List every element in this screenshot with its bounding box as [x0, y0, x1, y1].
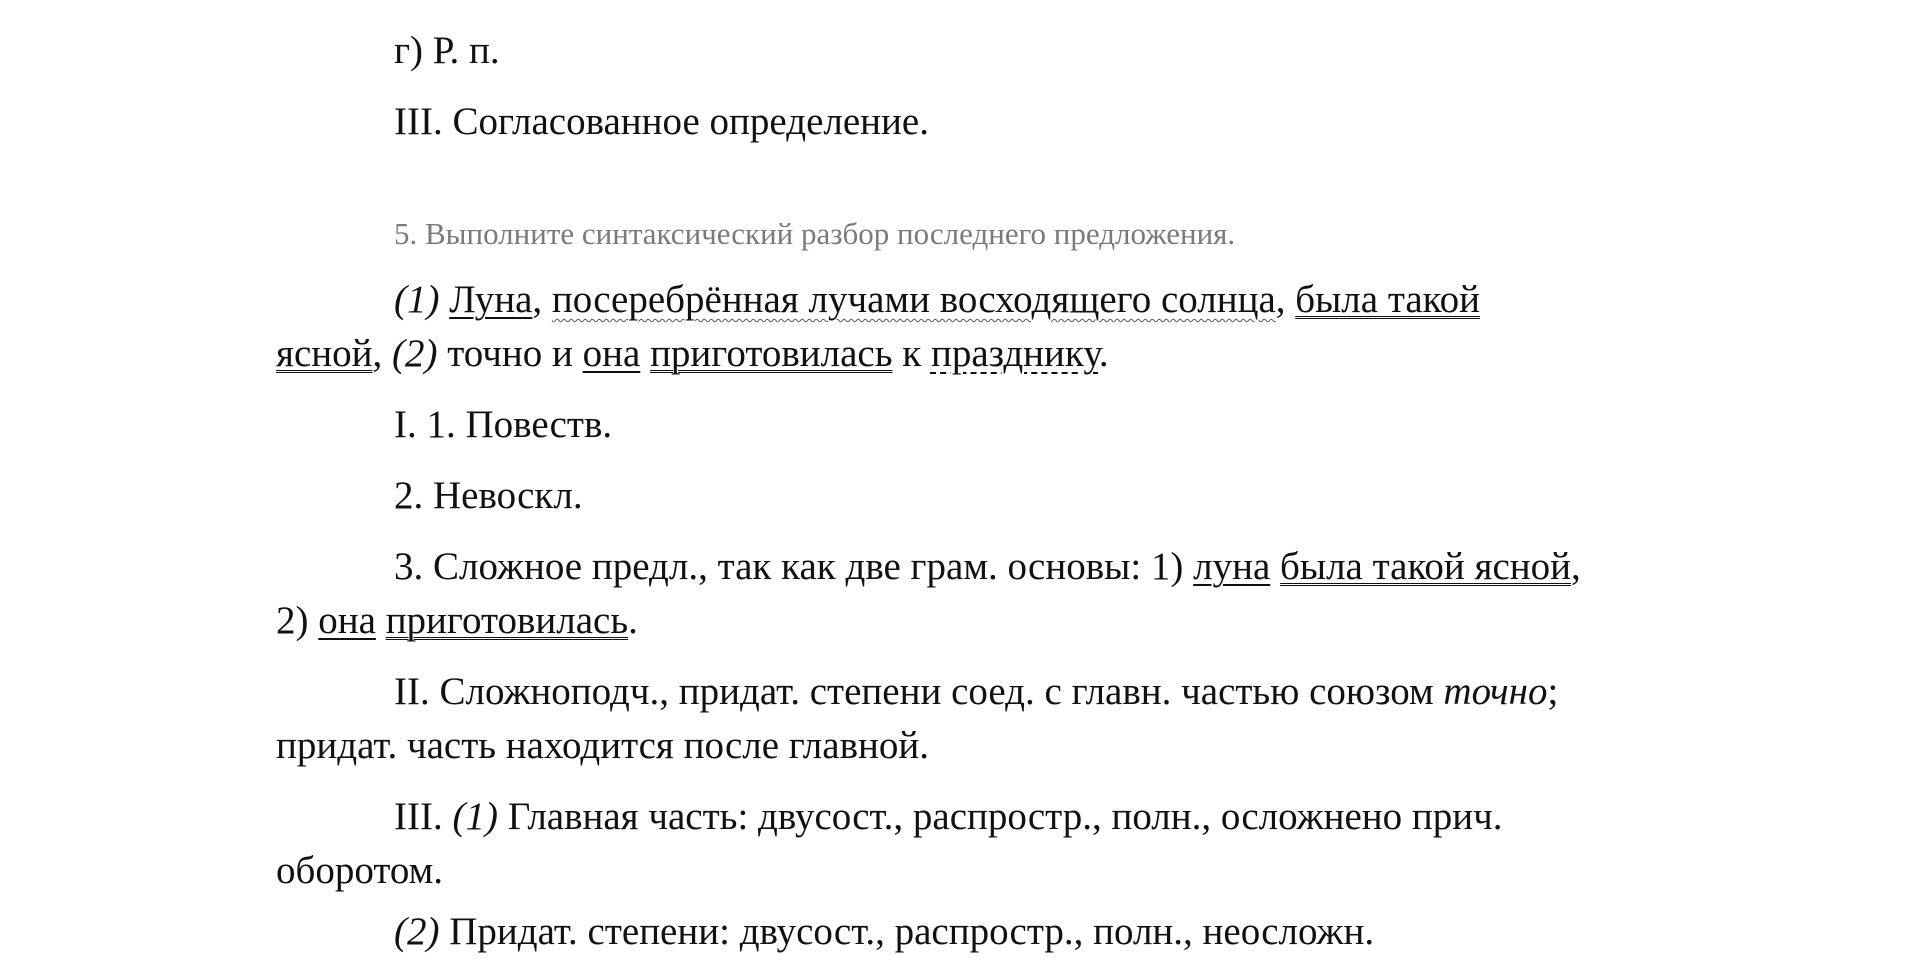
clause-marker-2: (2): [394, 910, 440, 953]
analysis-i-2: 2. Невоскл.: [394, 474, 583, 517]
participial-phrase: посеребрённая лучами восходящего солнца: [551, 278, 1276, 321]
analysis-ii-line-2: придат. часть находится после главной.: [276, 724, 929, 767]
sentence-line-1: [394, 276, 1480, 324]
comma: ,: [1571, 545, 1581, 588]
object: празднику: [930, 332, 1099, 375]
subject-2: она: [582, 332, 641, 375]
clause-marker-1: (1): [394, 278, 440, 321]
comma: ,: [532, 278, 543, 321]
analysis-i-1: I. 1. Повеств.: [394, 403, 613, 446]
predicate-1-part-a: была такой: [1295, 278, 1480, 321]
sentence-line-2: [276, 330, 1109, 378]
period: .: [628, 599, 638, 642]
section-g: г) Р. п.: [394, 29, 500, 72]
clause-marker-1: (1): [452, 795, 498, 838]
analysis-text: II. Сложноподч., придат. степени соед. с главн. частью союзом: [394, 670, 1434, 713]
analysis-text: Главная часть: двусост., распростр., полн., осложнено прич.: [507, 795, 1503, 838]
semicolon: ;: [1547, 670, 1559, 713]
subject-1: Луна: [449, 278, 533, 321]
section-iii-agreed-attribute: III. Согласованное определение.: [394, 100, 929, 143]
conjunction-text: точно и: [447, 332, 573, 375]
analysis-text: 2): [276, 599, 309, 642]
subject-2: она: [318, 599, 376, 642]
analysis-text: Придат. степени: двусост., распростр., полн., неосложн.: [449, 910, 1375, 953]
analysis-iii-line-2: оборотом.: [276, 849, 444, 892]
analysis-ii-line-1: [394, 668, 1558, 716]
period: .: [1098, 332, 1109, 375]
subject-1: луна: [1193, 545, 1271, 588]
preposition: к: [902, 332, 922, 375]
predicate-2: приготовилась: [650, 332, 893, 375]
analysis-iii-line-1: [394, 793, 1503, 841]
predicate-1: была такой ясной: [1280, 545, 1572, 588]
analysis-i-3-line-1: [394, 543, 1581, 591]
comma: ,: [372, 332, 383, 375]
comma: ,: [1275, 278, 1286, 321]
analysis-text: 3. Сложное предл., так как две грам. основы: 1): [394, 545, 1184, 588]
clause-marker-2: (2): [392, 332, 438, 375]
analysis-i-3-line-2: [276, 597, 638, 645]
analysis-iii-clause-2: [394, 908, 1374, 956]
predicate-1-part-b: ясной: [276, 332, 373, 375]
conjunction-italic: точно: [1443, 670, 1548, 713]
section-number: III.: [394, 795, 443, 838]
predicate-2: приготовилась: [385, 599, 629, 642]
task-5-heading: 5. Выполните синтаксический разбор последнего предложения.: [394, 216, 1236, 251]
